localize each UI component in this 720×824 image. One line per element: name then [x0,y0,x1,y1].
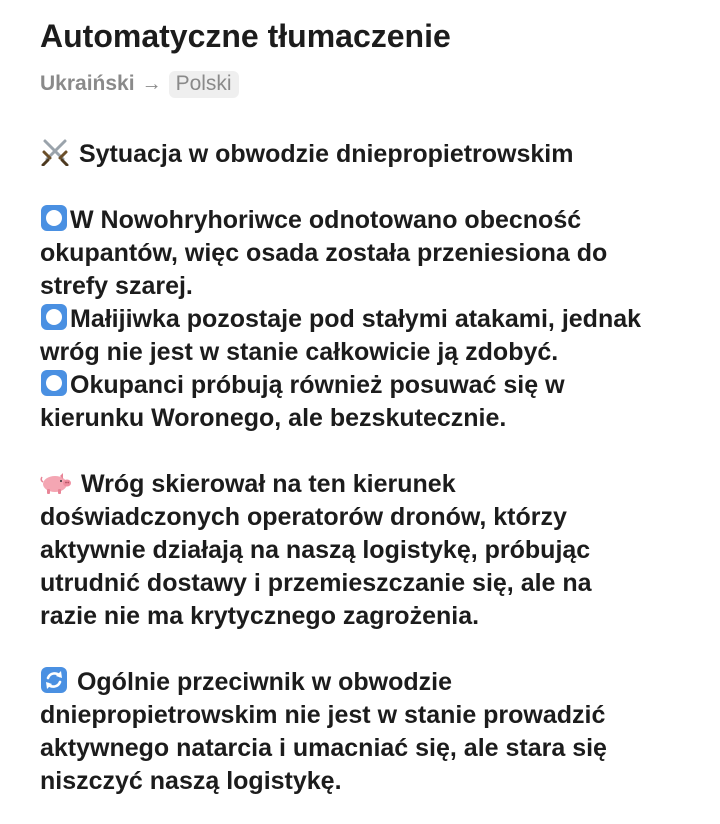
bullet-2-line-1: Małijiwka pozostaje pod stałymi atakami, jednak [70,305,642,333]
pig-icon [40,470,72,496]
white-circle-button-icon [40,204,68,232]
source-language[interactable]: Ukraiński [40,72,135,95]
arrow-right-icon: → [141,72,162,95]
spacer [40,435,700,468]
counterclockwise-arrows-icon [40,666,68,694]
bullet-list [40,204,700,435]
summary-paragraph [40,666,700,798]
page-title: Automatyczne tłumaczenie [40,18,451,54]
bullet-1-line-3: strefy szarej. [40,272,193,300]
pig-line-3: aktywnie działają na naszą logistykę, próbując [40,536,591,564]
language-selector [40,68,239,100]
white-circle-button-icon [40,303,68,331]
spacer [40,633,700,666]
crossed-swords-icon [40,138,70,166]
pig-line-4: utrudnić dostawy i przemieszczanie się, ale na [40,569,592,597]
bullet-3-line-2: kierunku Woronego, ale bezskutecznie. [40,404,507,432]
bullet-1-line-1: W Nowohryhoriwce odnotowano obecność [70,206,582,234]
summary-line-3: aktywnego natarcia i umacniać się, ale stara się [40,734,607,762]
spacer [40,171,700,204]
summary-line-4: niszczyć naszą logistykę. [40,767,342,795]
target-language-chip[interactable]: Polski [169,71,239,98]
bullet-2-line-2: wróg nie jest w stanie całkowicie ją zdobyć. [40,338,559,366]
heading-paragraph [40,138,700,171]
summary-line-2: dniepropietrowskim nie jest w stanie prowadzić [40,701,606,729]
heading-text: Sytuacja w obwodzie dniepropietrowskim [78,140,574,168]
translated-message [40,138,700,798]
pig-line-5: razie nie ma krytycznego zagrożenia. [40,602,480,630]
summary-line-1: Ogólnie przeciwnik w obwodzie [76,668,452,696]
pig-line-1: Wróg skierował na ten kierunek [80,470,456,498]
bullet-1-line-2: okupantów, więc osada została przeniesiona do [40,239,608,267]
bullet-3-line-1: Okupanci próbują również posuwać się w [70,371,565,399]
pig-line-2: doświadczonych operatorów dronów, którzy [40,503,567,531]
drone-operators-paragraph [40,468,700,633]
white-circle-button-icon [40,369,68,397]
